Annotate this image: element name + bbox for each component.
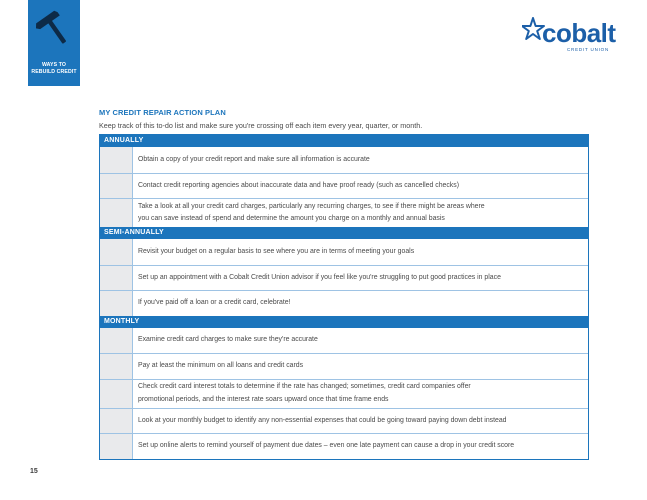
table-row xyxy=(100,353,588,379)
page-title: MY CREDIT REPAIR ACTION PLAN xyxy=(99,108,226,117)
checkbox[interactable] xyxy=(100,354,133,379)
table-row xyxy=(100,379,588,408)
table-row xyxy=(100,290,588,316)
table-row xyxy=(100,147,588,173)
checkbox[interactable] xyxy=(100,266,133,291)
checkbox[interactable] xyxy=(100,328,133,354)
checkbox[interactable] xyxy=(100,239,133,265)
task-text: Check credit card interest totals to determine if the rate has changed; sometimes, credit card companies offer promotional periods, and the interest rate soars upward once that time frame ends xyxy=(138,383,471,403)
checkbox[interactable] xyxy=(100,380,133,408)
task-text: Pay at least the minimum on all loans and credit cards xyxy=(138,362,304,369)
checkbox[interactable] xyxy=(100,291,133,316)
logo-subtitle: CREDIT UNION xyxy=(567,47,610,52)
hammer-icon xyxy=(36,10,72,46)
checkbox[interactable] xyxy=(100,174,133,199)
intro-text: Keep track of this to-do list and make sure you're crossing off each item every year, quarter, or month. xyxy=(99,121,423,130)
task-text: If you've paid off a loan or a credit card, celebrate! xyxy=(138,299,291,306)
section-header-semi-annually: SEMI-ANNUALLY xyxy=(100,227,588,239)
action-plan-table xyxy=(99,134,589,460)
table-row xyxy=(100,265,588,291)
checkbox[interactable] xyxy=(100,434,133,459)
checkbox[interactable] xyxy=(100,147,133,173)
logo-wordmark: cobalt xyxy=(542,18,616,48)
page-number: 15 xyxy=(30,468,38,475)
table-row xyxy=(100,328,588,354)
task-text: Set up an appointment with a Cobalt Credit Union advisor if you feel like you're struggling to put good practices in place xyxy=(138,273,501,281)
section-tab xyxy=(28,0,80,86)
table-row xyxy=(100,408,588,434)
task-text: Revisit your budget on a regular basis to see where you are in terms of meeting your goals xyxy=(138,247,415,255)
task-text: Contact credit reporting agencies about inaccurate data and have proof ready (such as cancelled checks) xyxy=(138,181,459,189)
cobalt-logo xyxy=(522,17,614,51)
task-text: Obtain a copy of your credit report and make sure all information is accurate xyxy=(138,155,370,163)
section-tab-label: WAYS TO REBUILD CREDIT xyxy=(31,62,77,75)
checkbox[interactable] xyxy=(100,199,133,227)
task-text: Look at your monthly budget to identify any non-essential expenses that could be going toward paying down debt instead xyxy=(138,416,507,424)
section-header-monthly: MONTHLY xyxy=(100,316,588,328)
checkbox[interactable] xyxy=(100,409,133,434)
table-row xyxy=(100,198,588,227)
table-row xyxy=(100,433,588,459)
task-text: Examine credit card charges to make sure they're accurate xyxy=(138,336,318,343)
task-text: Set up online alerts to remind yourself of payment due dates – even one late payment can cause a drop in your credit score xyxy=(138,442,515,449)
task-text: Take a look at all your credit card charges, particularly any recurring charges, to see if there might be areas where you can save instead of spend and determine the amount you charge on a monthly and annual basis xyxy=(138,202,485,222)
section-header-annually: ANNUALLY xyxy=(100,135,588,147)
table-row xyxy=(100,239,588,265)
table-row xyxy=(100,173,588,199)
